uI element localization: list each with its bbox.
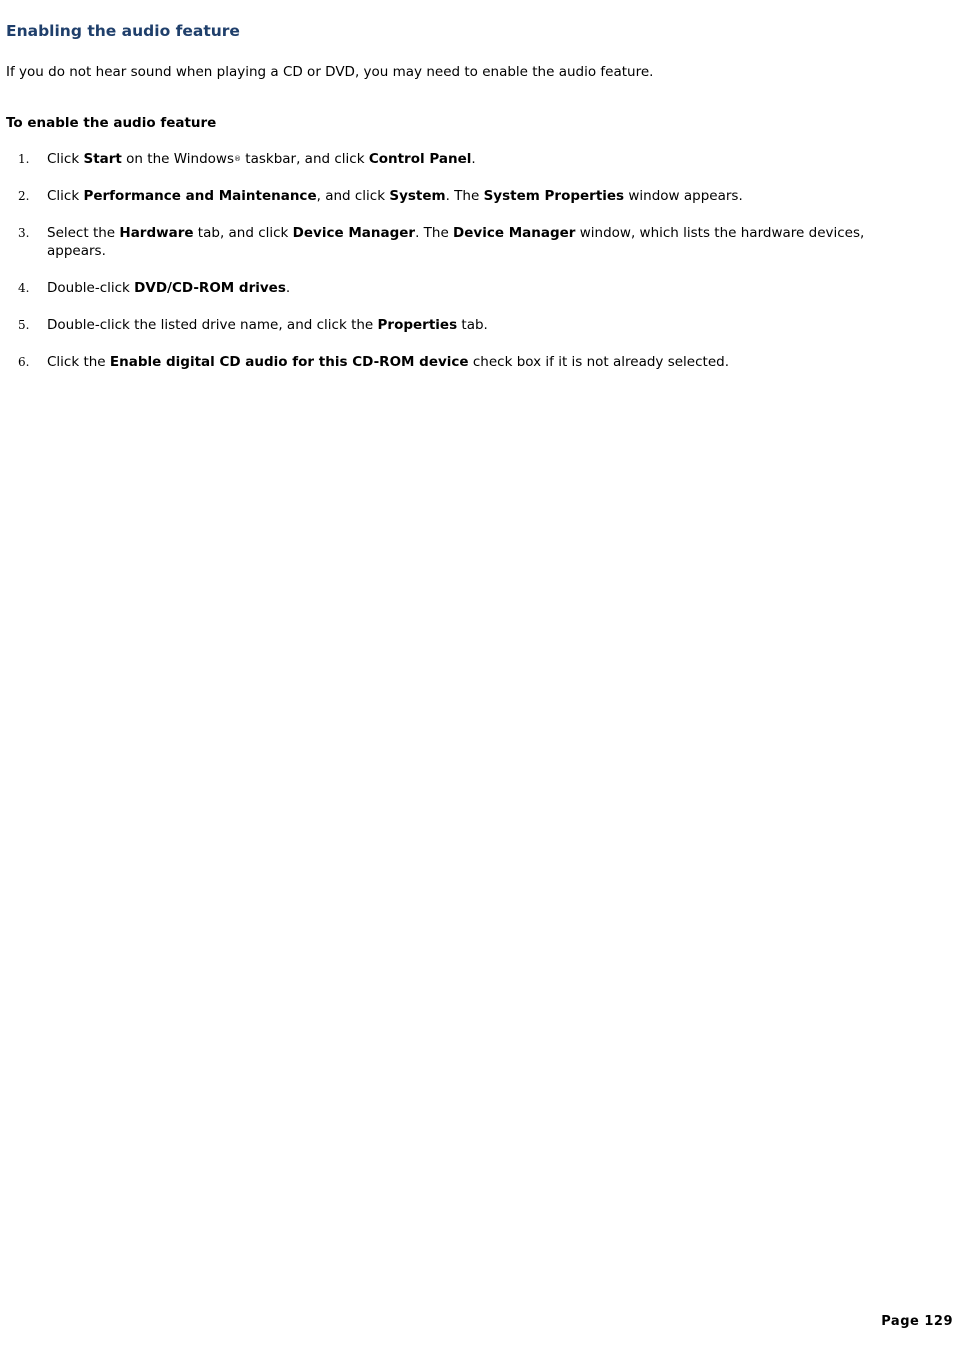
step-number: 2.	[18, 189, 30, 203]
step-number: 4.	[18, 281, 30, 295]
page-number: Page 129	[881, 1314, 953, 1329]
ui-term: System	[389, 188, 446, 204]
step-text: Click	[47, 188, 84, 204]
step-number: 5.	[18, 318, 30, 332]
step-text: check box if it is not already selected.	[468, 354, 729, 370]
step-text: Click the	[47, 354, 110, 370]
step-item-3	[0, 224, 900, 260]
step-text: Double-click	[47, 280, 135, 296]
step-text: Double-click the listed drive name, and click the	[47, 317, 378, 333]
step-number: 3.	[18, 226, 30, 240]
step-text: tab.	[457, 317, 488, 333]
procedure-heading: To enable the audio feature	[6, 115, 217, 131]
step-text: window appears.	[624, 188, 743, 204]
ui-term: Enable digital CD audio for this CD-ROM device	[109, 354, 469, 370]
step-item-2	[0, 187, 900, 205]
ui-term: Control Panel	[368, 151, 472, 167]
step-text: tab, and click	[193, 225, 293, 241]
step-text: .	[285, 280, 291, 296]
ui-term: System Properties	[483, 188, 625, 204]
step-text: . The	[445, 188, 484, 204]
page-title: Enabling the audio feature	[6, 22, 240, 40]
step-number: 1.	[18, 152, 30, 166]
ui-term: Hardware	[119, 225, 194, 241]
step-number: 6.	[18, 355, 30, 369]
step-text: .	[471, 151, 476, 167]
ui-term: Performance and Maintenance	[83, 188, 317, 204]
step-list	[0, 150, 900, 390]
ui-term: Start	[83, 151, 122, 167]
step-item-1	[0, 150, 900, 168]
step-text: Select the	[47, 225, 120, 241]
ui-term: Properties	[377, 317, 458, 333]
step-text: , and click	[316, 188, 390, 204]
step-text: Click	[47, 151, 84, 167]
ui-term: Device Manager	[453, 225, 576, 241]
step-item-4	[0, 279, 900, 297]
registered-mark: ®	[233, 155, 241, 163]
step-text: taskbar, and click	[240, 151, 369, 167]
step-item-6	[0, 353, 900, 371]
step-text: window, which lists the hardware devices, appears.	[47, 225, 865, 259]
step-text: on the Windows	[121, 151, 234, 167]
step-text: . The	[415, 225, 454, 241]
intro-paragraph: If you do not hear sound when playing a CD or DVD, you may need to enable the audio feature.	[6, 64, 654, 80]
ui-term: Device Manager	[292, 225, 416, 241]
ui-term: DVD/CD-ROM drives	[134, 280, 286, 296]
step-item-5	[0, 316, 900, 334]
